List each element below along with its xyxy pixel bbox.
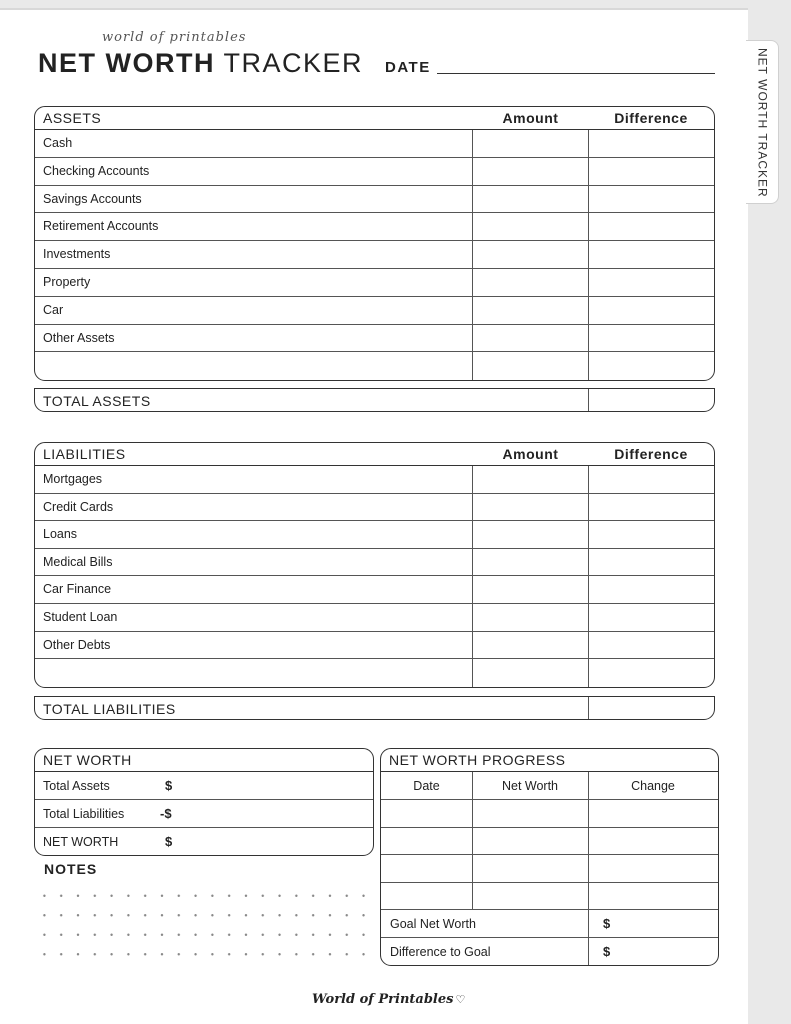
table-row[interactable] (35, 186, 714, 214)
table-row[interactable] (35, 659, 714, 687)
row-label: Other Assets (43, 330, 115, 345)
table-row[interactable] (35, 549, 714, 577)
notes-title: NOTES (44, 861, 98, 877)
table-row[interactable] (381, 883, 718, 911)
progress-title: NET WORTH PROGRESS (389, 752, 566, 768)
liabilities-col-amount: Amount (502, 446, 559, 462)
column-divider (588, 130, 589, 380)
net-worth-header (35, 749, 373, 772)
row-label: Cash (43, 136, 73, 150)
currency-symbol: $ (603, 943, 611, 959)
row-label: Loans (43, 527, 78, 542)
table-row[interactable] (35, 828, 373, 856)
row-label: Retirement Accounts (43, 219, 159, 234)
table-row[interactable] (35, 241, 714, 269)
assets-col-difference: Difference (614, 110, 688, 126)
column-divider (588, 389, 589, 411)
side-tab[interactable] (746, 40, 779, 204)
row-label: Car Finance (43, 582, 112, 597)
table-row[interactable] (35, 130, 714, 158)
row-label: Student Loan (43, 610, 118, 624)
total-liabilities-row[interactable] (34, 696, 715, 720)
progress-header (381, 749, 718, 772)
difference-to-goal-row[interactable] (381, 938, 718, 966)
col-date: Date (413, 779, 440, 793)
table-row[interactable] (35, 494, 714, 522)
page-edge (0, 8, 748, 10)
table-row[interactable] (35, 604, 714, 632)
heart-icon: ♡ (455, 993, 466, 1006)
row-label: Savings Accounts (43, 191, 142, 206)
row-label: Total Liabilities (43, 807, 125, 821)
row-label: Credit Cards (43, 499, 114, 514)
notes-dot-grid[interactable] (36, 886, 376, 972)
diff-label: Difference to Goal (390, 944, 491, 959)
title-bold: NET WORTH (38, 48, 215, 78)
date-label: DATE (385, 59, 431, 76)
row-label: Checking Accounts (43, 163, 150, 178)
table-row[interactable] (381, 828, 718, 856)
assets-header (35, 107, 714, 130)
currency-symbol: $ (603, 916, 611, 931)
currency-symbol: $ (165, 834, 173, 849)
row-label: Car (43, 302, 64, 317)
row-label: Investments (43, 247, 111, 262)
net-worth-progress-table (380, 748, 719, 966)
title-light: TRACKER (223, 48, 364, 78)
currency-symbol: -$ (160, 806, 172, 821)
column-divider (588, 466, 589, 687)
table-row[interactable] (35, 297, 714, 325)
column-divider (588, 697, 589, 719)
net-worth-title: NET WORTH (43, 752, 132, 768)
liabilities-table (34, 442, 715, 688)
col-change: Change (631, 779, 675, 793)
liabilities-header (35, 443, 714, 466)
side-tab-label: NET WORTH TRACKER (755, 48, 770, 198)
table-row[interactable] (381, 855, 718, 883)
liabilities-col-difference: Difference (614, 446, 688, 462)
assets-table (34, 106, 715, 381)
net-worth-table (34, 748, 374, 856)
date-field[interactable] (437, 73, 715, 74)
table-row[interactable] (35, 632, 714, 660)
column-divider (588, 910, 589, 965)
table-row[interactable] (35, 800, 373, 828)
row-label: Other Debts (43, 637, 111, 652)
total-assets-row[interactable] (34, 388, 715, 412)
table-row[interactable] (35, 158, 714, 186)
footer-brand-text: World of Printables (312, 992, 454, 1007)
table-row[interactable] (35, 521, 714, 549)
assets-title: ASSETS (43, 110, 102, 126)
row-label: Total Assets (43, 779, 110, 793)
page-title (38, 48, 363, 79)
table-row[interactable] (35, 213, 714, 241)
liabilities-title: LIABILITIES (43, 446, 126, 462)
column-divider (588, 772, 589, 910)
table-row[interactable] (35, 576, 714, 604)
progress-column-headers (381, 772, 718, 800)
goal-net-worth-row[interactable] (381, 910, 718, 938)
row-label: Medical Bills (43, 554, 113, 569)
brand-script: world of printables (102, 30, 247, 45)
table-row[interactable] (35, 772, 373, 800)
assets-col-amount: Amount (502, 110, 559, 126)
currency-symbol: $ (165, 778, 173, 793)
total-liabilities-label: TOTAL LIABILITIES (43, 701, 176, 717)
row-label: NET WORTH (43, 835, 119, 849)
footer-brand (312, 992, 465, 1007)
table-row[interactable] (35, 269, 714, 297)
table-row[interactable] (35, 466, 714, 494)
col-net-worth: Net Worth (501, 779, 559, 793)
column-divider (472, 130, 473, 380)
row-label: Mortgages (43, 472, 103, 486)
goal-label: Goal Net Worth (390, 917, 476, 931)
column-divider (472, 772, 473, 910)
total-assets-label: TOTAL ASSETS (43, 393, 151, 409)
row-label: Property (43, 275, 91, 289)
column-divider (472, 466, 473, 687)
table-row[interactable] (35, 352, 714, 380)
table-row[interactable] (35, 325, 714, 353)
table-row[interactable] (381, 800, 718, 828)
